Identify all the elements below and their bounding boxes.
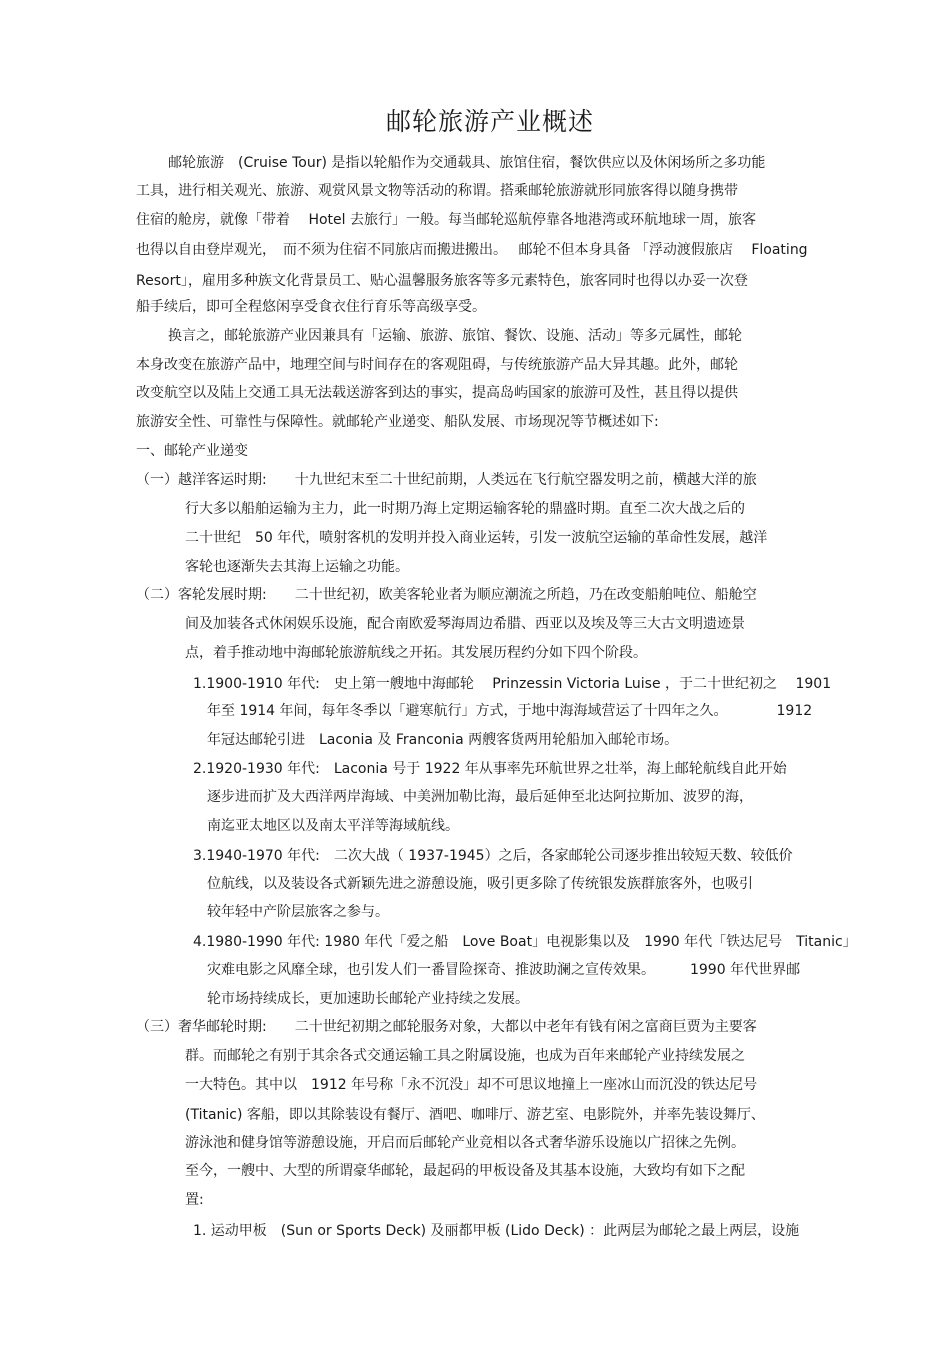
paragraph-line: 船手续后，即可全程悠闲享受食衣住行育乐等高级享受。 [136, 299, 486, 315]
document-title: 邮轮旅游产业概述 [385, 107, 594, 136]
list-item-line: 3.1940-1970 年代: 二次大战（ 1937-1945）之后，各家邮轮公司逐步推出较短天数、较低价 [193, 848, 793, 864]
paragraph-line: 也得以自由登岸观光， 而不须为住宿不同旅店而搬进搬出。 邮轮不但本身具备 「浮动渡假旅店 Floating [136, 242, 808, 258]
paragraph-line: 邮轮旅游 (Cruise Tour) 是指以轮船作为交通载具、旅馆住宿，餐饮供应以及休闲场所之多功能 [168, 155, 766, 171]
list-item-line: 南迄亚太地区以及南太平洋等海域航线。 [207, 818, 459, 834]
paragraph-line: 间及加装各式休闲娱乐设施，配合南欧爱琴海周边希腊、西亚以及埃及等三大古文明遗迹景 [185, 616, 745, 632]
paragraph-line: 本身改变在旅游产品中，地理空间与时间存在的客观阻碍，与传统旅游产品大异其趣。此外，邮轮 [136, 357, 738, 373]
paragraph-line: 工具，进行相关观光、旅游、观赏风景文物等活动的称谓。搭乘邮轮旅游就形同旅客得以随身携带 [136, 183, 738, 199]
list-item-line: 年冠达邮轮引进 Laconia 及 Franconia 两艘客货两用轮船加入邮轮市场。 [207, 732, 679, 748]
list-item-line: 灾难电影之风靡全球，也引发人们一番冒险探奇、推波助澜之宣传效果。 1990 年代世界邮 [207, 962, 801, 978]
subsection-line: （一）越洋客运时期: 十九世纪末至二十世纪前期，人类远在飞行航空器发明之前，横越大洋的旅 [136, 472, 757, 488]
list-item-line: 2.1920-1930 年代: Laconia 号于 1922 年从事率先环航世界之壮举，海上邮轮航线自此开始 [193, 761, 787, 777]
paragraph-line: 至今，一艘中、大型的所谓豪华邮轮，最起码的甲板设备及其基本设施，大致均有如下之配 [185, 1163, 745, 1179]
list-item-line: 1.1900-1910 年代: 史上第一艘地中海邮轮 Prinzessin Victoria Luise ，于二十世纪初之 1901 [193, 676, 832, 692]
section-heading: 一、邮轮产业递变 [136, 443, 248, 459]
list-item-line: 逐步进而扩及大西洋两岸海域、中美洲加勒比海，最后延伸至北达阿拉斯加、波罗的海， [207, 789, 753, 805]
paragraph-line: 行大多以船舶运输为主力，此一时期乃海上定期运输客轮的鼎盛时期。直至二次大战之后的 [185, 501, 745, 517]
paragraph-line: 一大特色。其中以 1912 年号称「永不沉没」却不可思议地撞上一座冰山而沉没的铁达尼号 [185, 1077, 758, 1093]
list-item-line: 较年轻中产阶层旅客之参与。 [207, 904, 389, 920]
paragraph-line: 点，着手推动地中海邮轮旅游航线之开拓。其发展历程约分如下四个阶段。 [185, 645, 647, 661]
paragraph-line: 旅游安全性、可靠性与保障性。就邮轮产业递变、船队发展、市场现况等节概述如下: [136, 414, 659, 430]
paragraph-line: 换言之，邮轮旅游产业因兼具有「运输、旅游、旅馆、餐饮、设施、活动」等多元属性，邮轮 [168, 328, 742, 344]
paragraph-line: (Titanic) 客船，即以其除装设有餐厅、酒吧、咖啡厅、游艺室、电影院外，并率先装设舞厅、 [185, 1107, 765, 1123]
list-item-line: 4.1980-1990 年代: 1980 年代「爱之船 Love Boat」电视影集以及 1990 年代「铁达尼号 Titanic」 [193, 934, 857, 950]
list-item-line: 1. 运动甲板 (Sun or Sports Deck) 及丽都甲板 (Lido Deck) ：此两层为邮轮之最上两层，设施 [193, 1223, 800, 1239]
paragraph-line: 群。而邮轮之有别于其余各式交通运输工具之附属设施，也成为百年来邮轮产业持续发展之 [185, 1048, 745, 1064]
paragraph-line: 二十世纪 50 年代，喷射客机的发明并投入商业运转，引发一波航空运输的革命性发展，越洋 [185, 530, 768, 546]
paragraph-line: 改变航空以及陆上交通工具无法载送游客到达的事实，提高岛屿国家的旅游可及性，甚且得以提供 [136, 385, 738, 401]
subsection-line: （二）客轮发展时期: 二十世纪初，欧美客轮业者为顺应潮流之所趋，乃在改变船舶吨位、船舱空 [136, 587, 757, 603]
subsection-line: （三）奢华邮轮时期: 二十世纪初期之邮轮服务对象，大都以中老年有钱有闲之富商巨贾为主要客 [136, 1019, 757, 1035]
list-item-line: 年至 1914 年间，每年冬季以「避寒航行」方式，于地中海海域营运了十四年之久。 1912 [207, 703, 813, 719]
paragraph-line: 游泳池和健身馆等游憩设施，开启而后邮轮产业竞相以各式奢华游乐设施以广招徕之先例。 [185, 1135, 745, 1151]
list-item-line: 轮市场持续成长，更加速助长邮轮产业持续之发展。 [207, 991, 529, 1007]
paragraph-line: 客轮也逐渐失去其海上运输之功能。 [185, 559, 409, 575]
paragraph-line: Resort」，雇用多种族文化背景员工、贴心温馨服务旅客等多元素特色，旅客同时也得以办妥一次登 [136, 273, 748, 289]
list-item-line: 位航线，以及装设各式新颖先进之游憩设施，吸引更多除了传统银发族群旅客外，也吸引 [207, 876, 753, 892]
paragraph-line: 置: [185, 1192, 204, 1208]
paragraph-line: 住宿的舱房，就像「带着 Hotel 去旅行」一般。每当邮轮巡航停靠各地港湾或环航地球一周，旅客 [136, 212, 756, 228]
